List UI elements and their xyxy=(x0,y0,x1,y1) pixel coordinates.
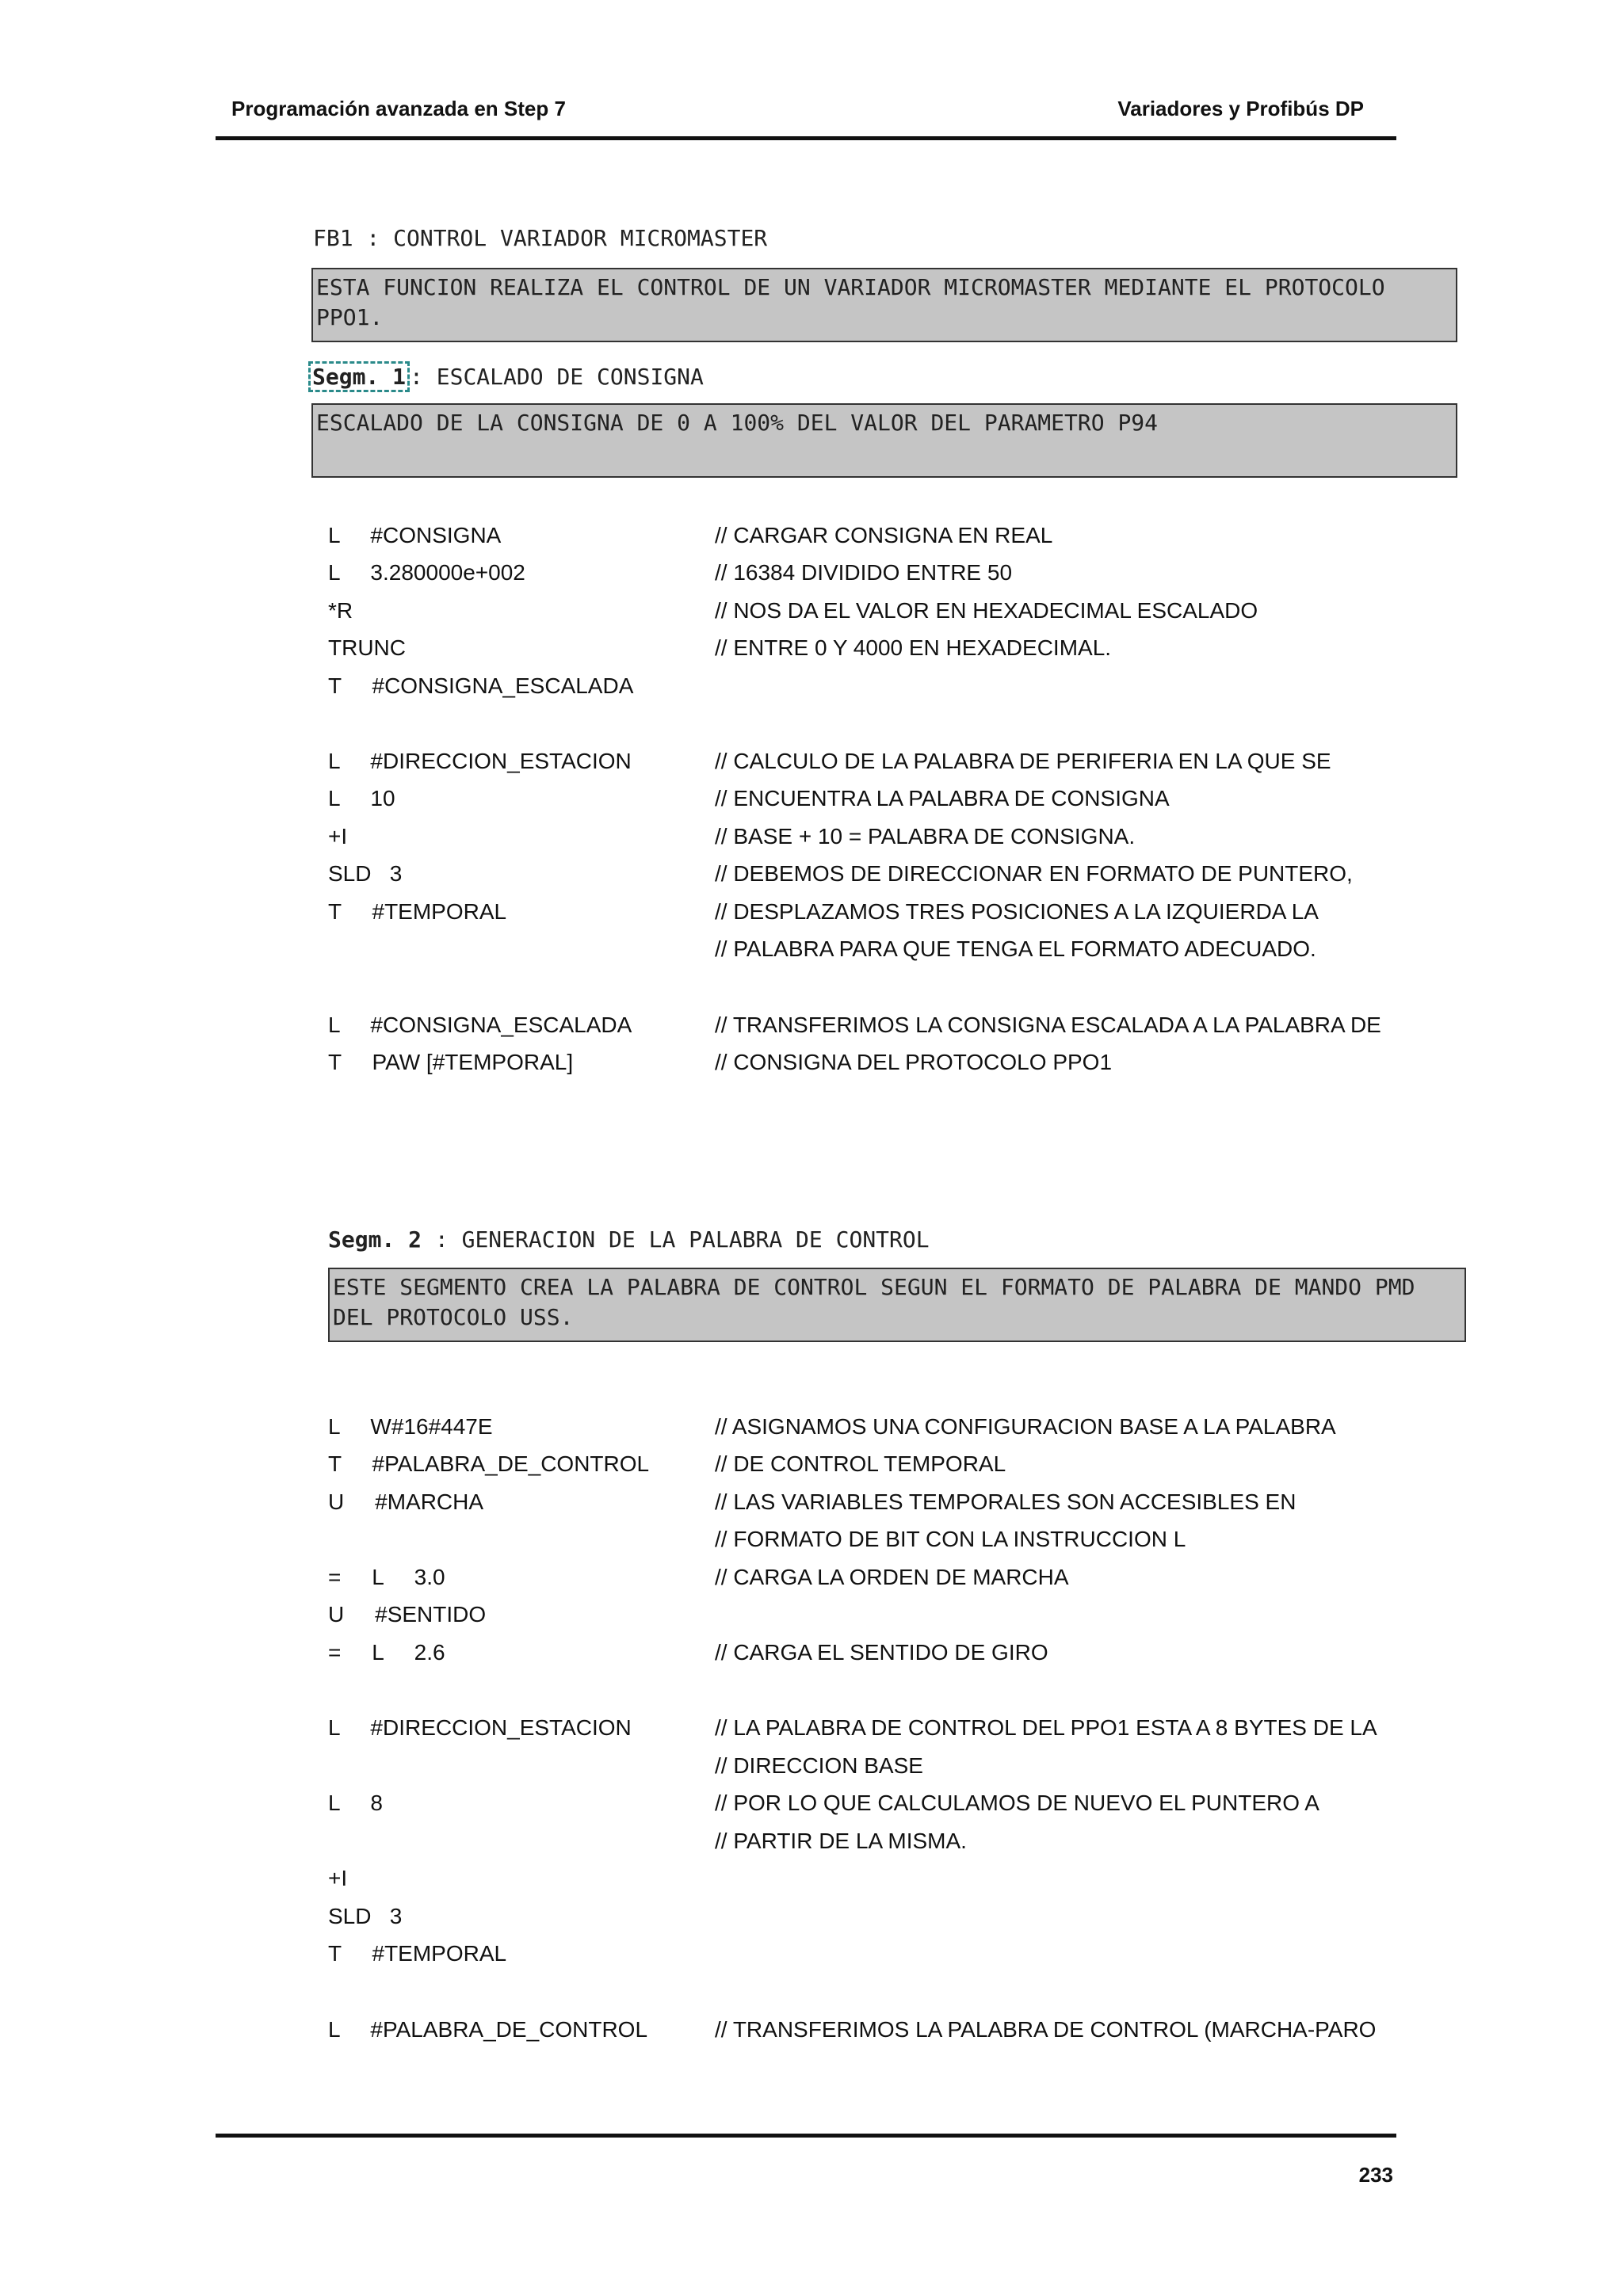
code-comment: // ENTRE 0 Y 4000 EN HEXADECIMAL. xyxy=(715,635,1112,660)
code-comment: // TRANSFERIMOS LA CONSIGNA ESCALADA A LA PALABRA DE xyxy=(715,1013,1381,1037)
code-instruction: L #DIRECCION_ESTACION xyxy=(328,749,632,773)
code-comment: // ASIGNAMOS UNA CONFIGURACION BASE A LA PALABRA xyxy=(715,1414,1336,1439)
code-instruction: L 8 xyxy=(328,1791,384,1815)
code-comment: // PARTIR DE LA MISMA. xyxy=(715,1829,967,1853)
segment-2-header: Segm. 2 : GENERACION DE LA PALABRA DE CONTROL xyxy=(328,1226,930,1253)
code-instruction: L #CONSIGNA xyxy=(328,523,502,547)
code-comment: // POR LO QUE CALCULAMOS DE NUEVO EL PUNTERO A xyxy=(715,1791,1319,1815)
code-comment: // CARGA LA ORDEN DE MARCHA xyxy=(715,1565,1069,1589)
code-instruction: +I xyxy=(328,824,348,849)
code-instruction: L #CONSIGNA_ESCALADA xyxy=(328,1013,632,1037)
code-comment: // DESPLAZAMOS TRES POSICIONES A LA IZQUIERDA LA xyxy=(715,899,1319,924)
code-instruction: U #SENTIDO xyxy=(328,1602,487,1627)
code-instruction: L 3.280000e+002 xyxy=(328,560,525,585)
code-comment: // CONSIGNA DEL PROTOCOLO PPO1 xyxy=(715,1050,1113,1074)
segment-1-header: Segm. 1 : ESCALADO DE CONSIGNA xyxy=(313,361,704,392)
code-instruction: T #PALABRA_DE_CONTROL xyxy=(328,1451,650,1476)
code-comment: // ENCUENTRA LA PALABRA DE CONSIGNA xyxy=(715,786,1170,810)
code-comment: // LA PALABRA DE CONTROL DEL PPO1 ESTA A 8 BYTES DE LA xyxy=(715,1715,1377,1740)
segment-2-comment-box xyxy=(328,1268,1466,1342)
fb-comment: ESTA FUNCION REALIZA EL CONTROL DE UN VARIADOR MICROMASTER MEDIANTE EL PROTOCOLO PPO1. xyxy=(316,274,1385,330)
code-comment: // TRANSFERIMOS LA PALABRA DE CONTROL (MARCHA-PARO xyxy=(715,2017,1377,2042)
segment-1-label: Segm. 1 xyxy=(312,364,407,390)
code-comment: // PALABRA PARA QUE TENGA EL FORMATO ADECUADO. xyxy=(715,936,1316,961)
code-comment: // CALCULO DE LA PALABRA DE PERIFERIA EN LA QUE SE xyxy=(715,749,1331,773)
code-comment: // DEBEMOS DE DIRECCIONAR EN FORMATO DE PUNTERO, xyxy=(715,861,1353,886)
code-comment: // BASE + 10 = PALABRA DE CONSIGNA. xyxy=(715,824,1136,849)
code-instruction: U #MARCHA xyxy=(328,1489,484,1514)
header-rule xyxy=(216,136,1396,140)
fb-comment-box xyxy=(311,268,1457,342)
code-instruction: L #PALABRA_DE_CONTROL xyxy=(328,2017,648,2042)
code-instruction: T #TEMPORAL xyxy=(328,1941,507,1966)
code-instruction: = L 3.0 xyxy=(328,1565,445,1589)
code-comment: // FORMATO DE BIT CON LA INSTRUCCION L xyxy=(715,1527,1186,1551)
segment-2-comment: ESTE SEGMENTO CREA LA PALABRA DE CONTROL SEGUN EL FORMATO DE PALABRA DE MANDO PMD DEL PROTOCOLO USS. xyxy=(333,1274,1415,1330)
code-comment: // DE CONTROL TEMPORAL xyxy=(715,1451,1006,1476)
segment-1-comment-box xyxy=(311,403,1457,478)
page-number: 233 xyxy=(1358,2163,1393,2187)
code-instruction: +I xyxy=(328,1866,348,1890)
code-comment: // CARGAR CONSIGNA EN REAL xyxy=(715,523,1053,547)
code-instruction: = L 2.6 xyxy=(328,1640,445,1665)
segment-1-label-box[interactable] xyxy=(308,361,410,392)
code-comment: // NOS DA EL VALOR EN HEXADECIMAL ESCALADO xyxy=(715,598,1258,623)
header-right: Variadores y Profibús DP xyxy=(1117,97,1364,120)
header-left: Programación avanzada en Step 7 xyxy=(231,97,566,120)
code-instruction: SLD 3 xyxy=(328,1904,403,1928)
code-instruction: L 10 xyxy=(328,786,395,810)
footer-rule xyxy=(216,2134,1396,2138)
code-comment: // LAS VARIABLES TEMPORALES SON ACCESIBLES EN xyxy=(715,1489,1296,1514)
code-instruction: TRUNC xyxy=(328,635,406,660)
code-instruction: L #DIRECCION_ESTACION xyxy=(328,1715,632,1740)
code-instruction: T PAW [#TEMPORAL] xyxy=(328,1050,574,1074)
code-instruction: L W#16#447E xyxy=(328,1414,493,1439)
code-instruction: T #CONSIGNA_ESCALADA xyxy=(328,673,634,698)
segment-2-title: GENERACION DE LA PALABRA DE CONTROL xyxy=(461,1226,930,1253)
code-instruction: T #TEMPORAL xyxy=(328,899,507,924)
segment-1-comment: ESCALADO DE LA CONSIGNA DE 0 A 100% DEL VALOR DEL PARAMETRO P94 xyxy=(316,410,1159,436)
code-instruction: *R xyxy=(328,598,353,623)
code-instruction: SLD 3 xyxy=(328,861,403,886)
code-comment: // DIRECCION BASE xyxy=(715,1753,923,1778)
segment-1-title: ESCALADO DE CONSIGNA xyxy=(436,364,704,390)
fb-title: FB1 : CONTROL VARIADOR MICROMASTER xyxy=(313,225,768,251)
segment-2-label: Segm. 2 xyxy=(328,1226,422,1253)
code-comment: // 16384 DIVIDIDO ENTRE 50 xyxy=(715,560,1013,585)
code-comment: // CARGA EL SENTIDO DE GIRO xyxy=(715,1640,1048,1665)
